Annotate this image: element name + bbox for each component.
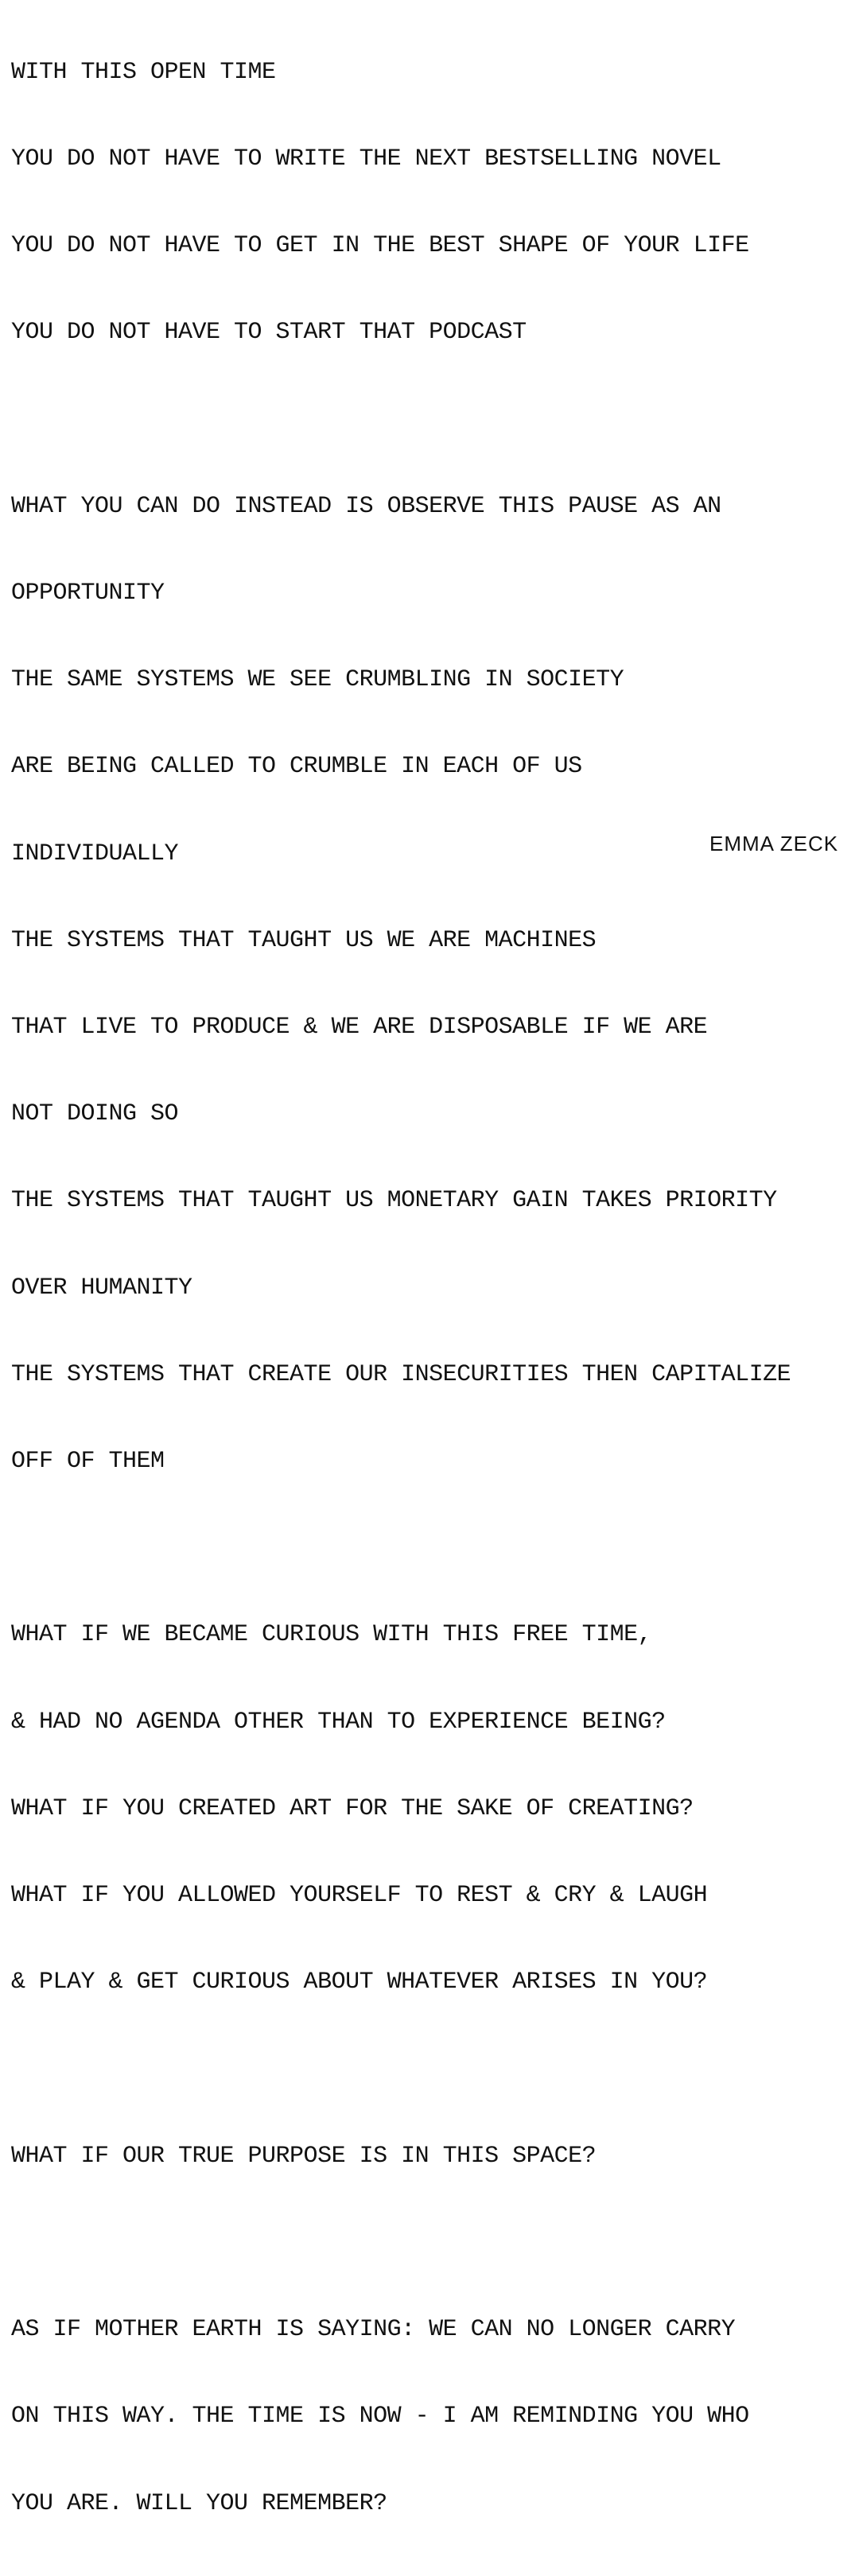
stanza-break bbox=[11, 2054, 854, 2083]
poem-line: WITH THIS OPEN TIME bbox=[11, 58, 276, 86]
poem-line: YOU DO NOT HAVE TO START THAT PODCAST bbox=[11, 319, 527, 347]
poem-line: YOU DO NOT HAVE TO GET IN THE BEST SHAPE OF YOUR LIFE bbox=[11, 232, 749, 260]
poem-line: THE SYSTEMS THAT TAUGHT US WE ARE MACHINES bbox=[11, 926, 597, 954]
stanza-break bbox=[11, 1534, 854, 1562]
poem-line: AS IF MOTHER EARTH IS SAYING: WE CAN NO LONGER CARRY bbox=[11, 2316, 736, 2344]
stanza-break bbox=[11, 2229, 854, 2257]
poem-line: THE SAME SYSTEMS WE SEE CRUMBLING IN SOCIETY bbox=[11, 666, 624, 694]
poem-line: WHAT IF OUR TRUE PURPOSE IS IN THIS SPACE? bbox=[11, 2142, 597, 2170]
poem-line: WHAT IF YOU CREATED ART FOR THE SAKE OF CREATING? bbox=[11, 1794, 694, 1822]
poem-line: OPPORTUNITY bbox=[11, 580, 165, 607]
poem-line: YOU ARE. WILL YOU REMEMBER? bbox=[11, 2489, 387, 2517]
poem-line: ARE BEING CALLED TO CRUMBLE IN EACH OF US bbox=[11, 753, 582, 781]
poem-line: NOT DOING SO bbox=[11, 1100, 179, 1128]
poem-line: WHAT IF WE BECAME CURIOUS WITH THIS FREE TIME, bbox=[11, 1621, 652, 1649]
author-signature: EMMA ZECK bbox=[709, 832, 839, 855]
poem-text bbox=[11, 0, 854, 2576]
poem-line: THAT LIVE TO PRODUCE & WE ARE DISPOSABLE IF WE ARE bbox=[11, 1014, 708, 1042]
poem-line: WHAT IF YOU ALLOWED YOURSELF TO REST & CRY & LAUGH bbox=[11, 1882, 708, 1910]
poem-line: ON THIS WAY. THE TIME IS NOW - I AM REMINDING YOU WHO bbox=[11, 2403, 749, 2431]
poem-line: THE SYSTEMS THAT CREATE OUR INSECURITIES THEN CAPITALIZE bbox=[11, 1360, 791, 1388]
poem-line: & HAD NO AGENDA OTHER THAN TO EXPERIENCE BEING? bbox=[11, 1708, 666, 1736]
poem-line: YOU DO NOT HAVE TO WRITE THE NEXT BESTSELLING NOVEL bbox=[11, 145, 721, 173]
poem-line: OVER HUMANITY bbox=[11, 1274, 192, 1302]
poem-line: INDIVIDUALLY bbox=[11, 840, 179, 867]
poem-line: WHAT YOU CAN DO INSTEAD IS OBSERVE THIS PAUSE AS AN bbox=[11, 492, 721, 520]
poem-line: OFF OF THEM bbox=[11, 1448, 165, 1476]
stanza-break bbox=[11, 405, 854, 434]
poem-line: THE SYSTEMS THAT TAUGHT US MONETARY GAIN TAKES PRIORITY bbox=[11, 1187, 777, 1215]
poem-line: & PLAY & GET CURIOUS ABOUT WHATEVER ARISES IN YOU? bbox=[11, 1969, 708, 1996]
